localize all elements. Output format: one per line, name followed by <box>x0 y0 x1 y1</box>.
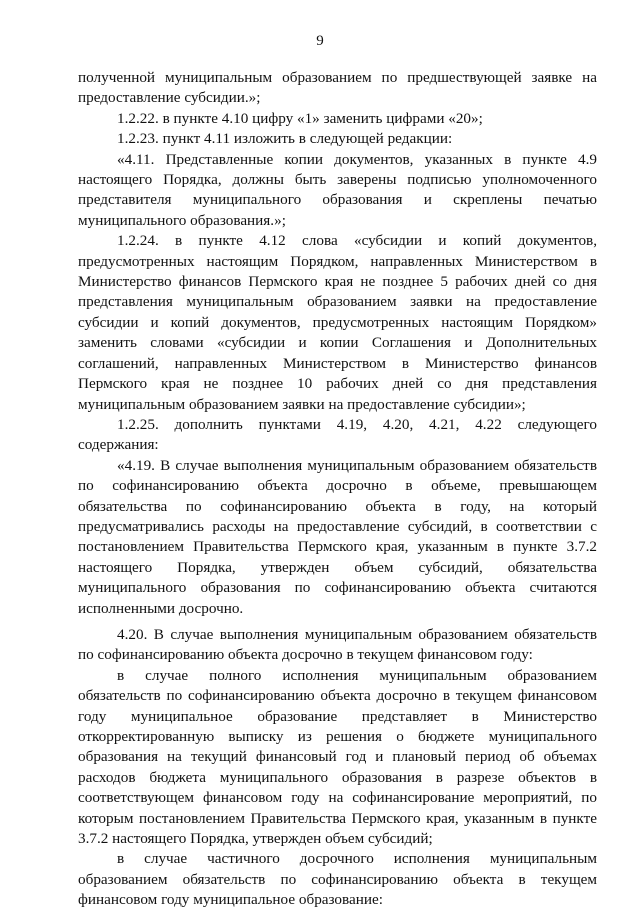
paragraph-1-2-23: 1.2.23. пункт 4.11 изложить в следующей редакции: <box>117 130 453 148</box>
paragraph-4-20: 4.20. В случае выполнения муниципальным образованием обязательств по софинансированию объекта досрочно в текущем финансовом году: <box>78 625 597 664</box>
paragraph-continuation: полученной муниципальным образованием по предшествующей заявке на предоставление субсидии.»; <box>78 69 597 107</box>
document-body <box>78 68 597 911</box>
paragraph-full-execution: в случае полного исполнения муниципальным образованием обязательств по софинансированию объекта досрочно в текущем финансовом году муниципальное образование представляет в Министерство откорректированную выписку из решения о бюджете муниципального образования на текущий финансовый год и плановый период об объемах расходов бюджета муниципального образования в разрезе объектов в соответствующем финансовом году на софинансирование мероприятий, по которым постановлением Правительства Пермского края, указанным в пункте 3.7.2 настоящего Порядка, утвержден объем субсидий; <box>78 666 597 848</box>
paragraph-1-2-24: 1.2.24. в пункте 4.12 слова «субсидии и копий документов, предусмотренных настоящим Порядком, направленных Министерством в Министерство финансов Пермского края не позднее 5 рабочих дней со дня представления муниципальным образованием заявки на предоставление субсидии и копий документов, предусмотренных настоящим Порядком» заменить словами «субсидии и копии Соглашения и Дополнительных соглашений, направленных Министерством в Министерство финансов Пермского края не позднее 10 рабочих дней со дня представления муниципальным образованием заявки на предоставление субсидии»; <box>78 232 597 413</box>
paragraph-4-11: «4.11. Представленные копии документов, указанных в пункте 4.9 настоящего Порядка, должны быть заверены подписью уполномоченного представителя муниципального образования и скреплены печатью муниципального образования.»; <box>78 150 597 229</box>
paragraph-partial-execution: в случае частичного досрочного исполнения муниципальным образованием обязательств по софинансированию объекта в текущем финансовом году муниципальное образование: <box>78 850 597 909</box>
paragraph-1-2-25: 1.2.25. дополнить пунктами 4.19, 4.20, 4.21, 4.22 следующего содержания: <box>78 415 597 454</box>
page-number: 9 <box>316 33 324 49</box>
paragraph-4-19: «4.19. В случае выполнения муниципальным образованием обязательств по софинансированию объекта досрочно в объеме, превышающем обязательства по софинансированию объекта в году, на который предусматривались расходы на предоставление субсидий, в соответствии с постановлением Правительства Пермского края, указанным в пункте 3.7.2 настоящего Порядка, утвержден объем субсидий, обязательства муниципального образования по софинансированию объекта считаются исполненными досрочно. <box>78 456 597 617</box>
paragraph-1-2-22: 1.2.22. в пункте 4.10 цифру «1» заменить цифрами «20»; <box>117 109 483 127</box>
